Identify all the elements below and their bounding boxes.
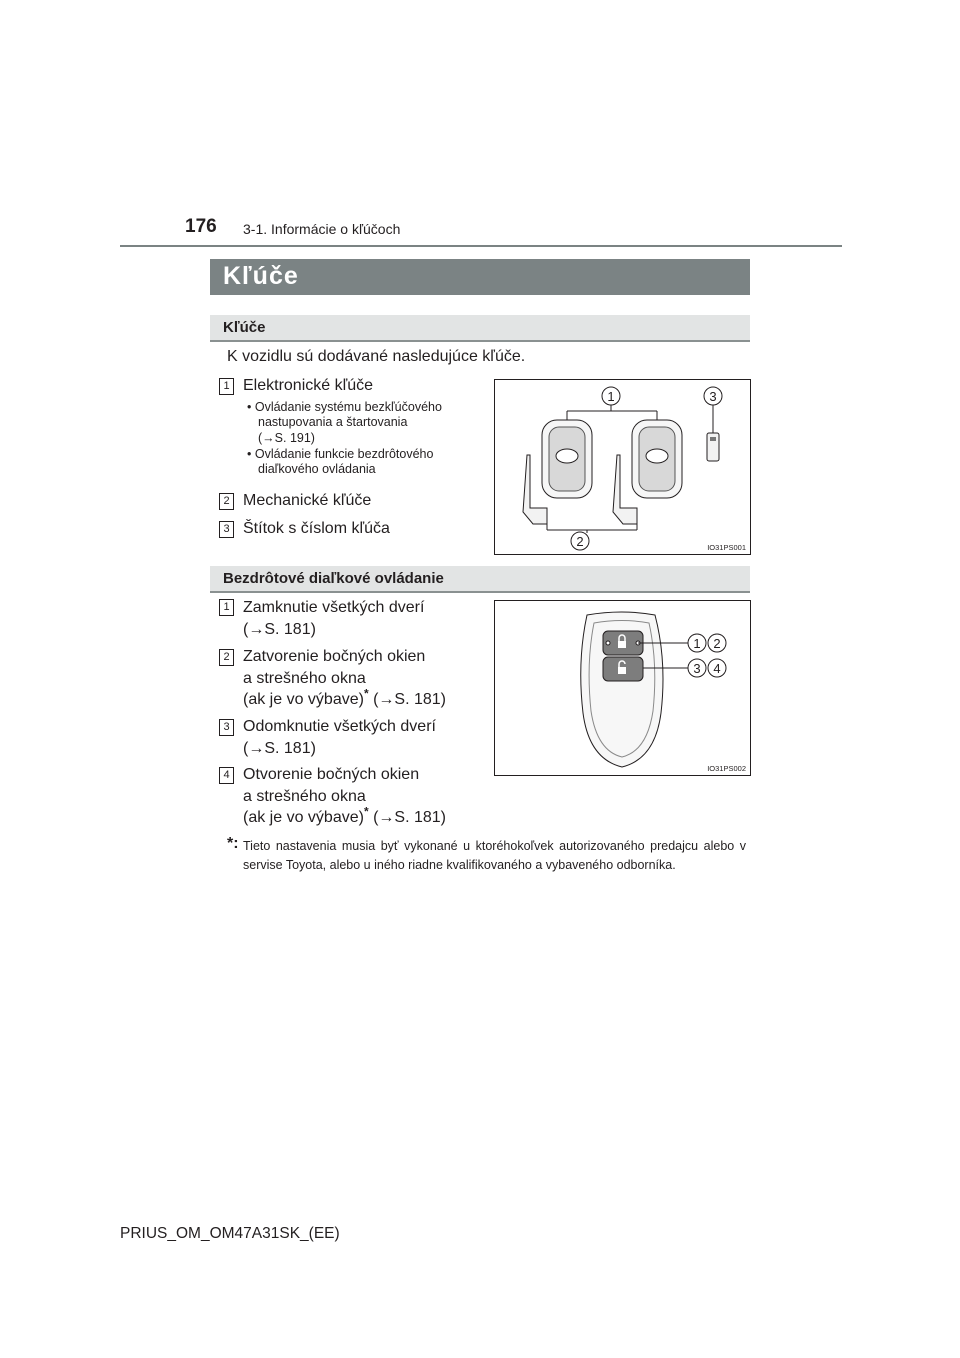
remote-item-line: Zamknutie všetkých dverí [243,599,425,616]
svg-text:3: 3 [709,389,717,404]
keys-intro: K vozidlu sú dodávané nasledujúce kľúče. [227,348,526,365]
callout-1 [688,634,706,652]
item-number-box: 2 [219,493,234,510]
remote-item-line: Zatvorenie bočných okien [243,648,426,665]
item-number-box: 2 [219,649,234,666]
section-path: 3-1. Informácie o kľúčoch [243,221,401,237]
header-rule [120,245,842,247]
remote-figure [494,600,751,776]
keys-bullet-line: diaľkového ovládania [258,462,376,476]
svg-text:1: 1 [607,389,615,404]
footnote-marker: *: [227,835,239,852]
remote-item-line: (ak je vo výbave)* (→S. 181) [243,804,446,826]
remote-section-heading: Bezdrôtové diaľkové ovládanie [223,570,444,587]
document-code-footer: PRIUS_OM_OM47A31SK_(EE) [120,1225,340,1242]
key-number-plate-icon [707,433,719,461]
remote-item-line: a strešného okna [243,788,366,805]
keys-item-label: Mechanické kľúče [243,492,372,509]
svg-text:3: 3 [693,661,701,676]
keys-bullet-line: nastupovania a štartovania [258,415,408,429]
figure-code: IO31PS001 [707,543,746,552]
keys-item-label: Elektronické kľúče [243,377,374,394]
remote-item-line: Otvorenie bočných okien [243,766,420,783]
item-number-box: 4 [219,767,234,784]
remote-section-heading-bar [210,566,750,593]
svg-text:4: 4 [713,661,721,676]
keys-section-heading-bar [210,315,750,342]
item-number-box: 3 [219,719,234,736]
callout-3 [688,659,706,677]
keys-item-label: Štítok s číslom kľúča [243,520,390,537]
keys-bullet-line: (→S. 191) [258,431,315,445]
callout-1 [602,387,620,405]
callout-2 [708,634,726,652]
keys-bullet-line: • Ovládanie systému bezkľúčového [247,400,442,414]
remote-item-line: a strešného okna [243,670,366,687]
svg-text:2: 2 [713,636,721,651]
callout-2 [571,532,589,550]
remote-item-line: (ak je vo výbave)* (→S. 181) [243,686,446,708]
remote-illustration [495,601,750,775]
remote-item-line: (→S. 181) [243,740,316,757]
remote-item-line: Odomknutie všetkých dverí [243,718,436,735]
keys-bullet-line: • Ovládanie funkcie bezdrôtového [247,447,434,461]
page-number: 176 [185,216,217,237]
page-title-bar [210,259,750,295]
svg-text:2: 2 [576,534,584,549]
callout-4 [708,659,726,677]
figure-code: IO31PS002 [707,764,746,773]
footnote-text: Tieto nastavenia musia byť vykonané u ktoréhokoľvek autorizovaného predajcu alebo v servise Toyota, alebo u iného riadne kvalifikovaného a vybaveného odborníka. [243,839,746,872]
keys-figure [494,379,751,555]
item-number-box: 1 [219,599,234,616]
svg-text:1: 1 [693,636,701,651]
remote-item-line: (→S. 181) [243,621,316,638]
keys-illustration [495,380,750,554]
callout-3 [704,387,722,405]
electronic-key-icon [542,420,592,498]
electronic-key-icon [632,420,682,498]
item-number-box: 1 [219,378,234,395]
keys-section-heading: Kľúče [223,319,266,336]
page-title: Kľúče [223,262,299,290]
item-number-box: 3 [219,521,234,538]
